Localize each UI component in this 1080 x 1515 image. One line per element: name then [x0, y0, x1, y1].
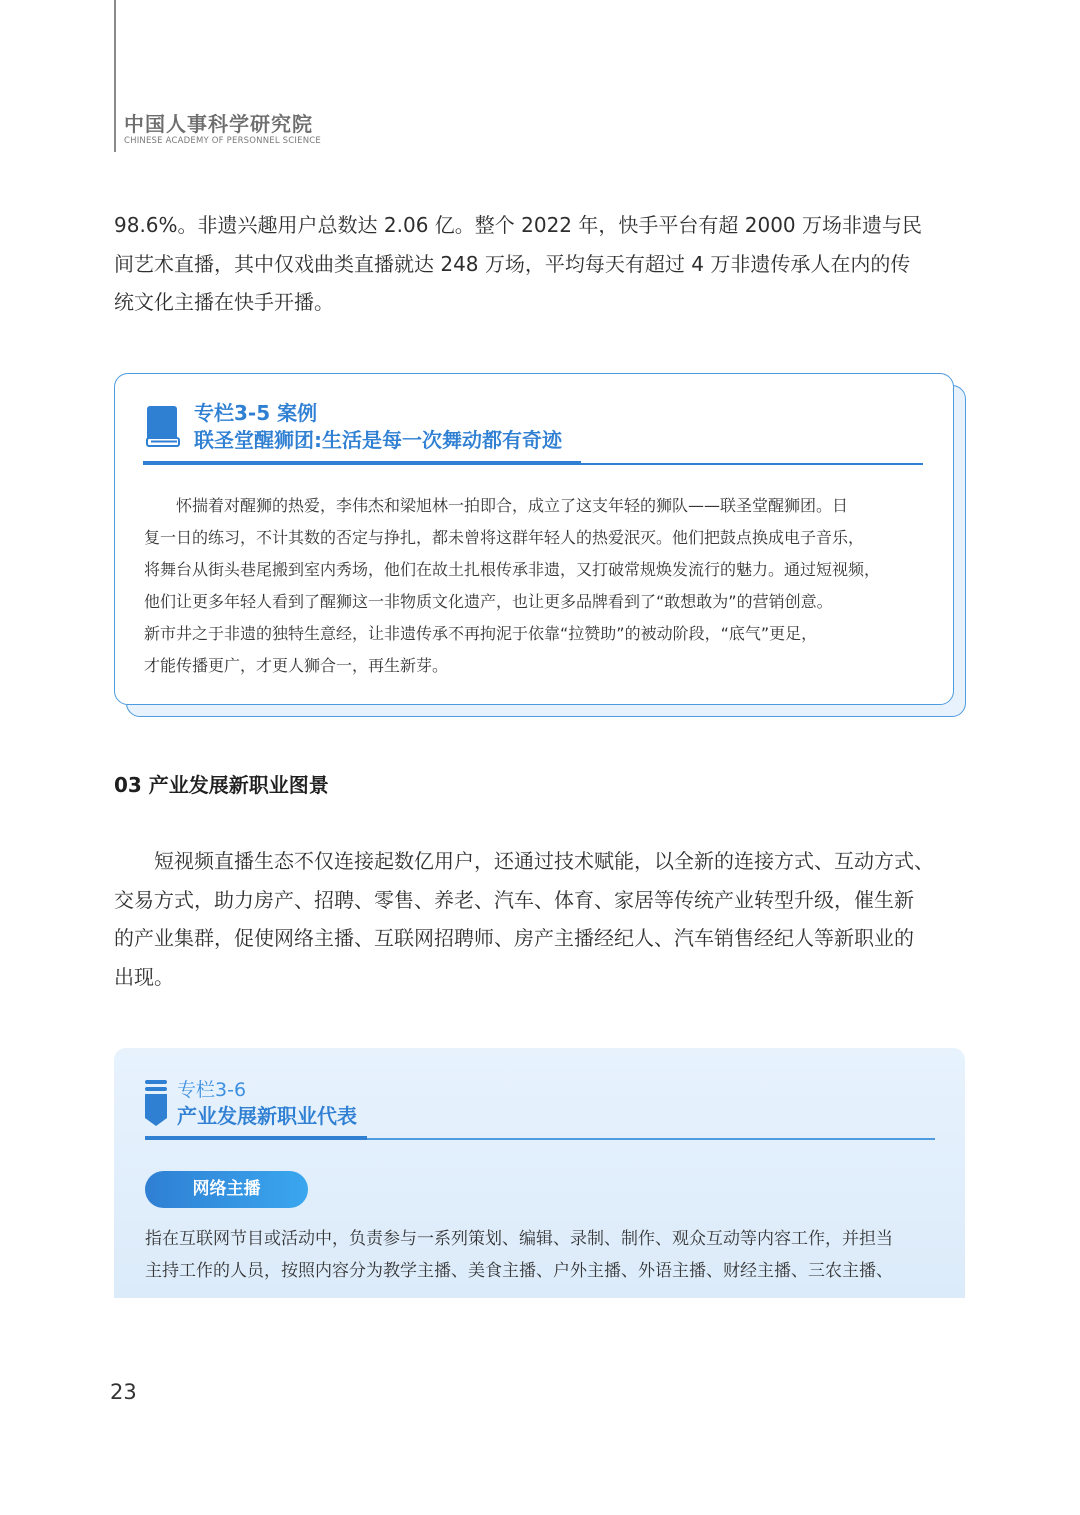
text-line: 交易方式，助力房产、招聘、零售、养老、汽车、体育、家居等传统产业转型升级，催生新 [114, 887, 914, 912]
text-line: 统文化主播在快手开播。 [114, 290, 334, 314]
text-line: 才能传播更广，才更人狮合一，再生新芽。 [144, 656, 449, 675]
case-box-rule-accent [143, 461, 581, 465]
page-number: 23 [110, 1380, 137, 1404]
text-line: 间艺术直播，其中仅戏曲类直播就达 248 万场，平均每天有超过 4 万非遗传承人在内的传 [114, 251, 911, 276]
intro-paragraph [114, 206, 969, 322]
section-paragraph [114, 842, 969, 996]
case-box-title: 联圣堂醒狮团:生活是每一次舞动都有奇迹 [194, 428, 562, 452]
section-heading: 03 产业发展新职业图景 [114, 773, 329, 797]
case-box-label: 专栏3-5 案例 [194, 401, 318, 425]
text-line: 新市井之于非遗的独特生意经，让非遗传承不再拘泥于依靠“拉赞助”的被动阶段，“底气”更足， [144, 624, 818, 643]
text-line: 复一日的练习，不计其数的否定与挣扎，都未曾将这群年轻人的热爱泯灭。他们把鼓点换成电子音乐， [144, 528, 865, 547]
column-box-label: 专栏3-6 [177, 1079, 247, 1101]
column-box-rule-accent [145, 1136, 367, 1140]
text-line: 主持工作的人员，按照内容分为教学主播、美食主播、户外主播、外语主播、财经主播、三农主播、 [145, 1261, 893, 1281]
bookmark-icon [145, 1080, 167, 1126]
institution-logo [124, 112, 321, 146]
book-icon [145, 404, 181, 448]
text-line: 的产业集群，促使网络主播、互联网招聘师、房产主播经纪人、汽车销售经纪人等新职业的 [114, 926, 914, 950]
case-box-body [144, 490, 924, 682]
logo-english-text: CHINESE ACADEMY OF PERSONNEL SCIENCE [124, 136, 321, 146]
occupation-tag: 网络主播 [145, 1171, 308, 1208]
logo-chinese-text: 中国人事科学研究院 [124, 112, 313, 136]
text-line: 他们让更多年轻人看到了醒狮这一非物质文化遗产，也让更多品牌看到了“敢想敢为”的营销创意。 [144, 592, 833, 611]
column-box-title: 产业发展新职业代表 [177, 1104, 357, 1128]
text-line: 怀揣着对醒狮的热爱，李伟杰和梁旭林一拍即合，成立了这支年轻的狮队——联圣堂醒狮团。日 [144, 496, 849, 515]
text-line: 98.6%。非遗兴趣用户总数达 2.06 亿。整个 2022 年，快手平台有超 2000 万场非遗与民 [114, 213, 923, 237]
text-line: 指在互联网节目或活动中，负责参与一系列策划、编辑、录制、制作、观众互动等内容工作，并担当 [145, 1229, 893, 1249]
header-divider-line [114, 0, 116, 152]
column-box-body [145, 1223, 945, 1287]
text-line: 出现。 [114, 964, 174, 989]
text-line: 短视频直播生态不仅连接起数亿用户，还通过技术赋能，以全新的连接方式、互动方式、 [114, 849, 934, 873]
text-line: 将舞台从街头巷尾搬到室内秀场，他们在故土扎根传承非遗，又打破常规焕发流行的魅力。通过短视频， [144, 560, 881, 579]
